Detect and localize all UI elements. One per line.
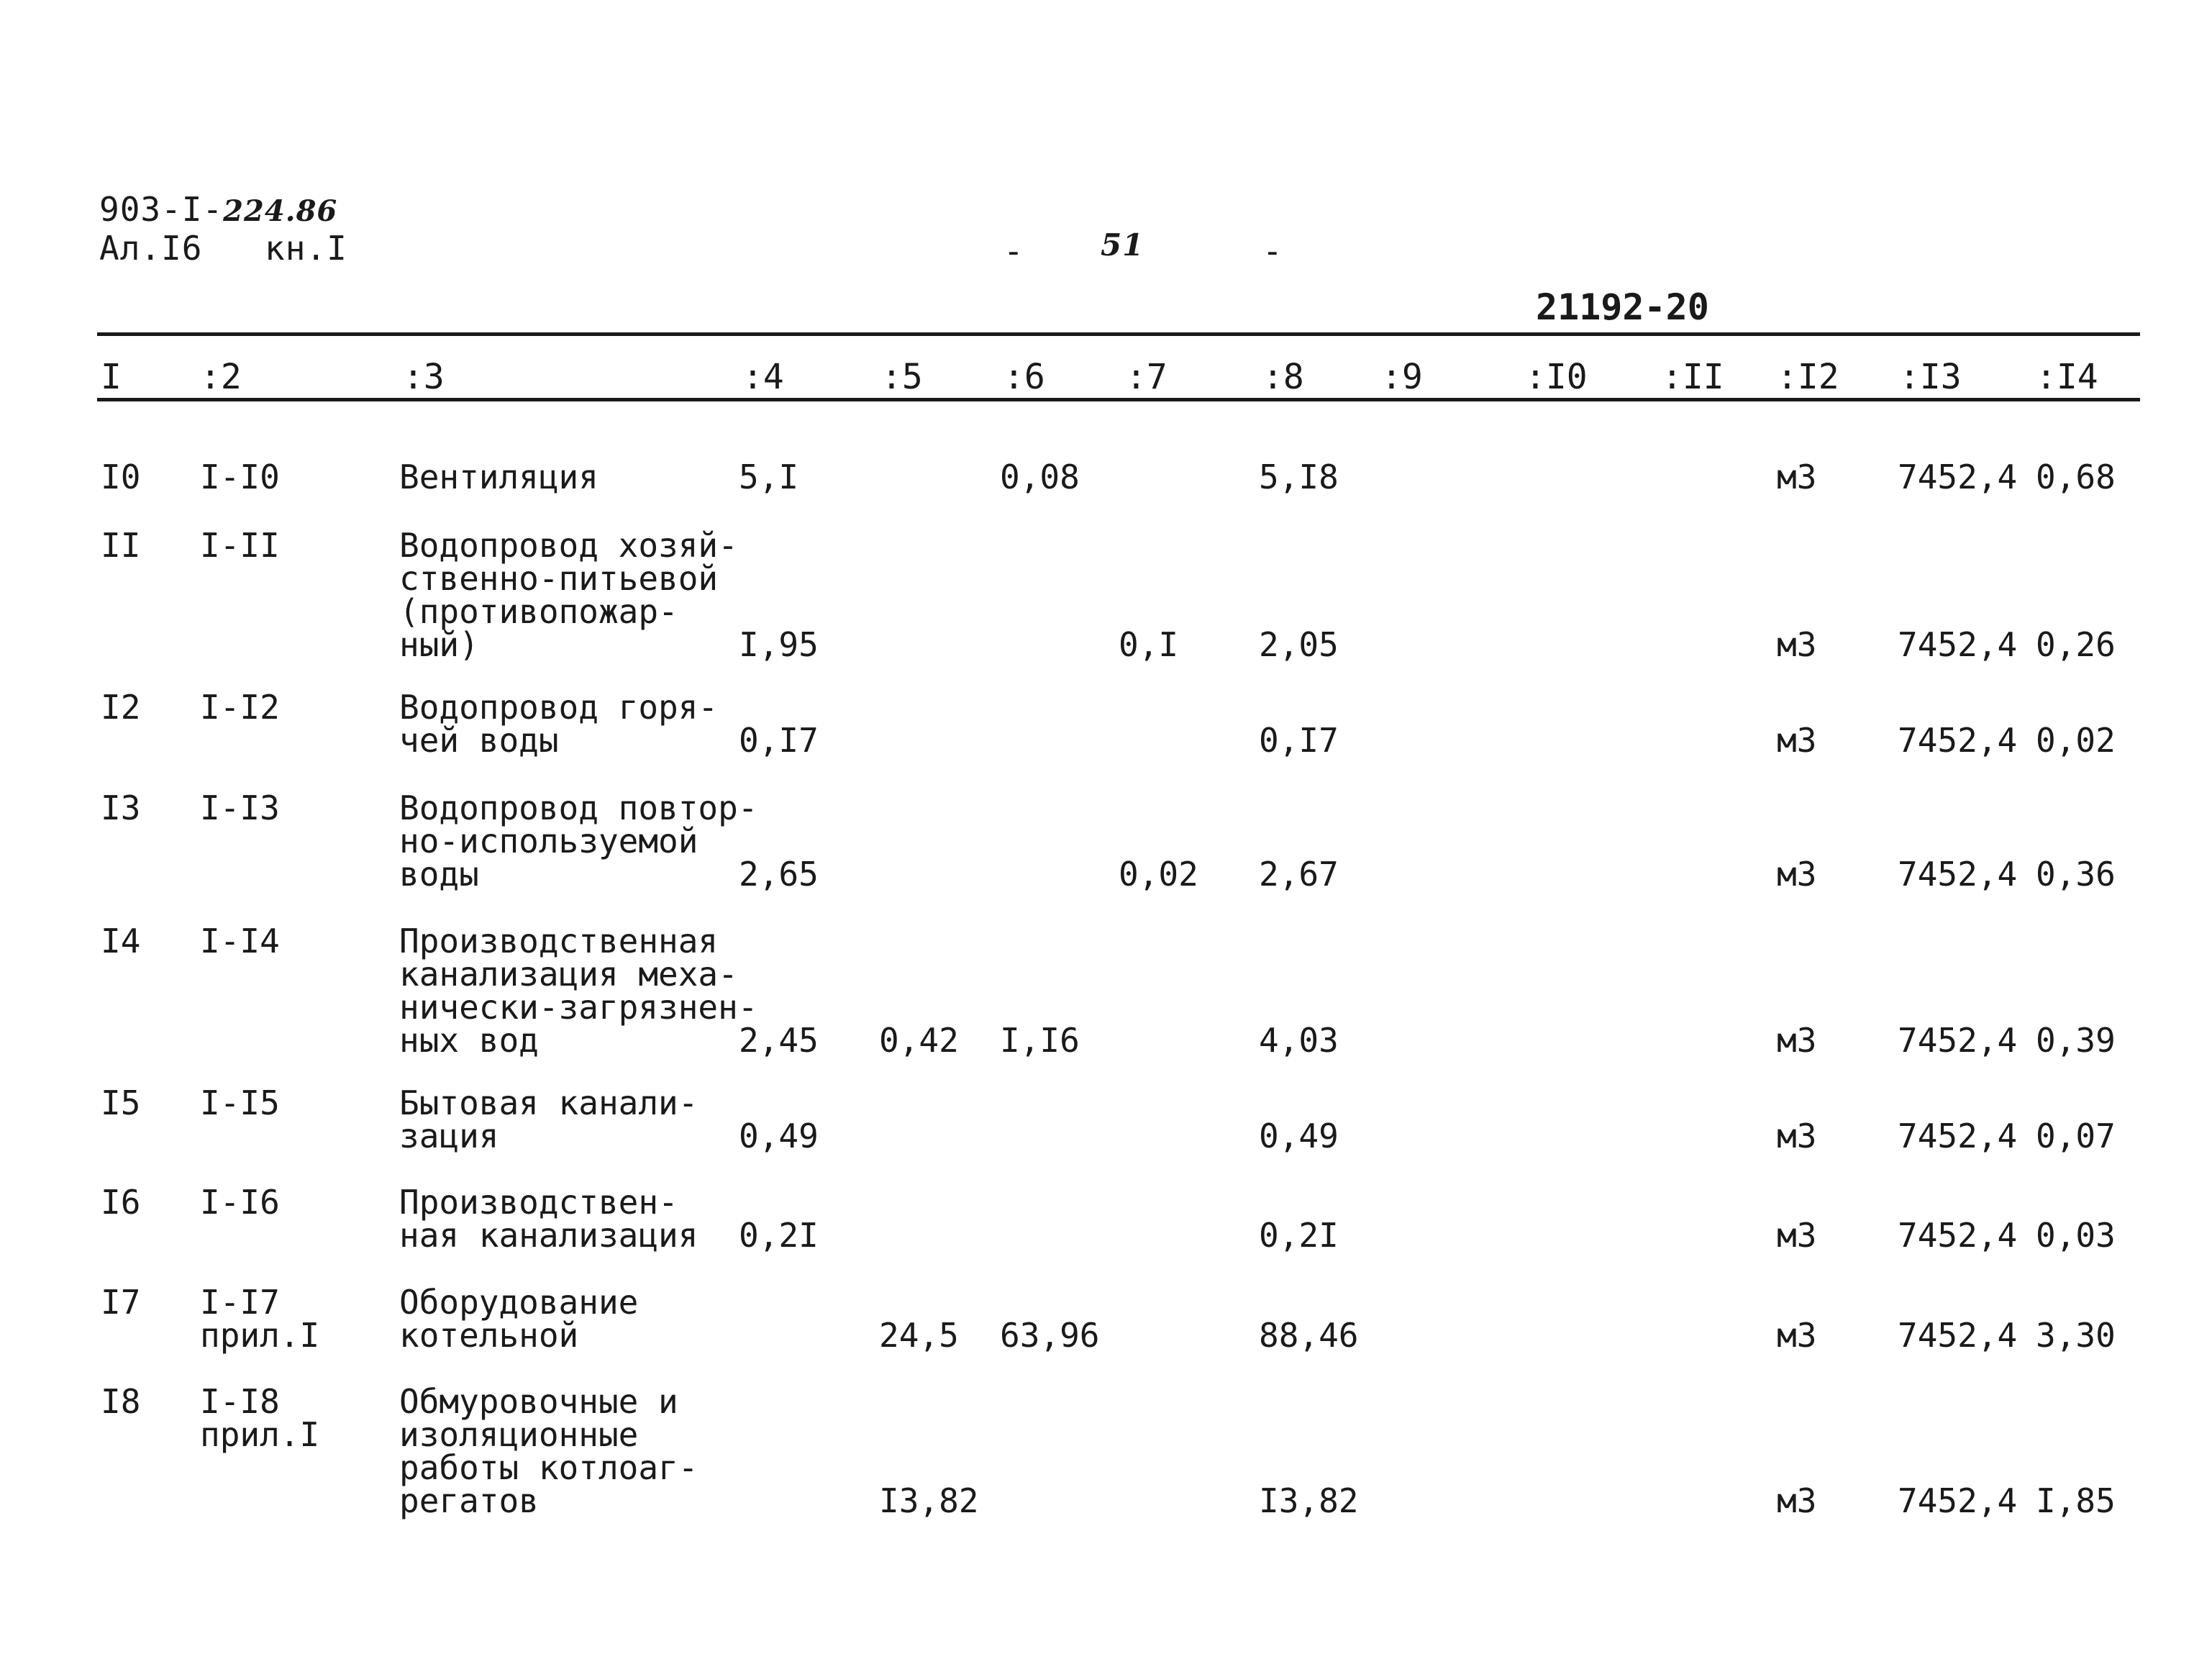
value-col-13: 7452,4 (1898, 458, 2018, 496)
value-col-14: 0,07 (2036, 1117, 2116, 1155)
row-unit: м3 (1777, 458, 1817, 496)
row-number: I6 (101, 1183, 141, 1222)
row-description: Оборудование котельной (399, 1283, 639, 1355)
table-header-rule (97, 398, 2140, 401)
row-code: I-I4 (200, 922, 280, 960)
column-header: :2 (200, 357, 242, 397)
row-code: I-I7 прил.I (200, 1283, 320, 1355)
doc-code (99, 190, 338, 229)
value-col-14: 0,02 (2036, 721, 2116, 760)
value-col-5: I3,82 (879, 1481, 979, 1520)
doc-code-printed: 903-I- (99, 190, 224, 229)
row-number: II (101, 526, 141, 565)
value-col-8: 88,46 (1259, 1316, 1359, 1355)
value-col-4: 2,45 (739, 1021, 819, 1060)
page-number: 51 (1101, 227, 1144, 263)
page-dash-left: - (1003, 232, 1024, 271)
row-unit: м3 (1777, 1021, 1817, 1060)
column-header: :8 (1262, 357, 1304, 397)
row-number: I5 (101, 1083, 141, 1122)
value-col-8: 2,67 (1259, 855, 1339, 894)
value-col-4: 5,I (739, 458, 799, 496)
column-header: :7 (1126, 357, 1168, 397)
value-col-6: 63,96 (1000, 1316, 1100, 1355)
row-description: Вентиляция (399, 458, 598, 496)
column-header: :3 (403, 357, 445, 397)
value-col-13: 7452,4 (1898, 1117, 2018, 1155)
value-col-13: 7452,4 (1898, 1481, 2018, 1520)
row-description: Производствен- ная канализация (399, 1183, 698, 1255)
row-code: I-I0 (200, 458, 280, 496)
value-col-6: I,I6 (1000, 1021, 1080, 1060)
row-unit: м3 (1777, 1117, 1817, 1155)
row-number: I7 (101, 1283, 141, 1322)
row-number: I2 (101, 688, 141, 727)
column-header: :5 (881, 357, 923, 397)
value-col-14: I,85 (2036, 1481, 2116, 1520)
value-col-4: I,95 (739, 625, 819, 664)
value-col-13: 7452,4 (1898, 1316, 2018, 1355)
column-header: :I2 (1777, 357, 1839, 397)
doc-code-handwritten: 224.86 (223, 194, 338, 228)
column-header: :I0 (1525, 357, 1588, 397)
value-col-8: 5,I8 (1259, 458, 1339, 496)
value-col-13: 7452,4 (1898, 625, 2018, 664)
page-dash-right: - (1262, 232, 1283, 271)
row-number: I3 (101, 789, 141, 827)
value-col-4: 2,65 (739, 855, 819, 894)
value-col-13: 7452,4 (1898, 721, 2018, 760)
row-code: I-I5 (200, 1083, 280, 1122)
row-description: Водопровод горя- чей воды (399, 688, 719, 760)
row-number: I8 (101, 1382, 141, 1421)
row-number: I0 (101, 458, 141, 496)
value-col-14: 0,03 (2036, 1216, 2116, 1255)
row-unit: м3 (1777, 625, 1817, 664)
column-header: :II (1662, 357, 1724, 397)
book-label: кн.I (265, 229, 347, 268)
value-col-14: 0,68 (2036, 458, 2116, 496)
column-header: I (101, 357, 122, 397)
value-col-7: 0,02 (1119, 855, 1198, 894)
album-label: Ал.I6 (99, 229, 203, 268)
value-col-8: 2,05 (1259, 625, 1339, 664)
value-col-5: 0,42 (879, 1021, 959, 1060)
row-code: I-I8 прил.I (200, 1382, 320, 1454)
row-code: I-I3 (200, 789, 280, 827)
row-description: Производственная канализация меха- нически-загрязнен- ных вод (399, 922, 758, 1060)
row-unit: м3 (1777, 1316, 1817, 1355)
value-col-4: 0,I7 (739, 721, 819, 760)
row-unit: м3 (1777, 855, 1817, 894)
value-col-14: 3,30 (2036, 1316, 2116, 1355)
value-col-8: 0,I7 (1259, 721, 1339, 760)
value-col-13: 7452,4 (1898, 1021, 2018, 1060)
value-col-5: 24,5 (879, 1316, 959, 1355)
table-top-rule (97, 332, 2140, 336)
row-code: I-I2 (200, 688, 280, 727)
value-col-8: I3,82 (1259, 1481, 1359, 1520)
column-header: :I3 (1899, 357, 1962, 397)
row-unit: м3 (1777, 1481, 1817, 1520)
value-col-14: 0,36 (2036, 855, 2116, 894)
row-unit: м3 (1777, 721, 1817, 760)
row-description: Обмуровочные и изоляционные работы котлоаг- регатов (399, 1382, 698, 1520)
value-col-7: 0,I (1119, 625, 1179, 664)
column-header: :6 (1003, 357, 1045, 397)
value-col-8: 0,49 (1259, 1117, 1339, 1155)
row-code: I-I6 (200, 1183, 280, 1222)
value-col-6: 0,08 (1000, 458, 1080, 496)
value-col-14: 0,26 (2036, 625, 2116, 664)
column-header: :I4 (2036, 357, 2098, 397)
row-description: Водопровод хозяй- ственно-питьевой (противопожар- ный) (399, 526, 738, 664)
value-col-4: 0,49 (739, 1117, 819, 1155)
column-header: :4 (742, 357, 784, 397)
row-unit: м3 (1777, 1216, 1817, 1255)
value-col-13: 7452,4 (1898, 855, 2018, 894)
value-col-8: 0,2I (1259, 1216, 1339, 1255)
value-col-4: 0,2I (739, 1216, 819, 1255)
column-header: :9 (1381, 357, 1423, 397)
value-col-14: 0,39 (2036, 1021, 2116, 1060)
row-description: Водопровод повтор- но-используемой воды (399, 789, 758, 894)
value-col-8: 4,03 (1259, 1021, 1339, 1060)
row-number: I4 (101, 922, 141, 960)
value-col-13: 7452,4 (1898, 1216, 2018, 1255)
row-code: I-II (200, 526, 280, 565)
row-description: Бытовая канали- зация (399, 1083, 698, 1155)
archive-stamp: 21192-20 (1536, 286, 1709, 328)
